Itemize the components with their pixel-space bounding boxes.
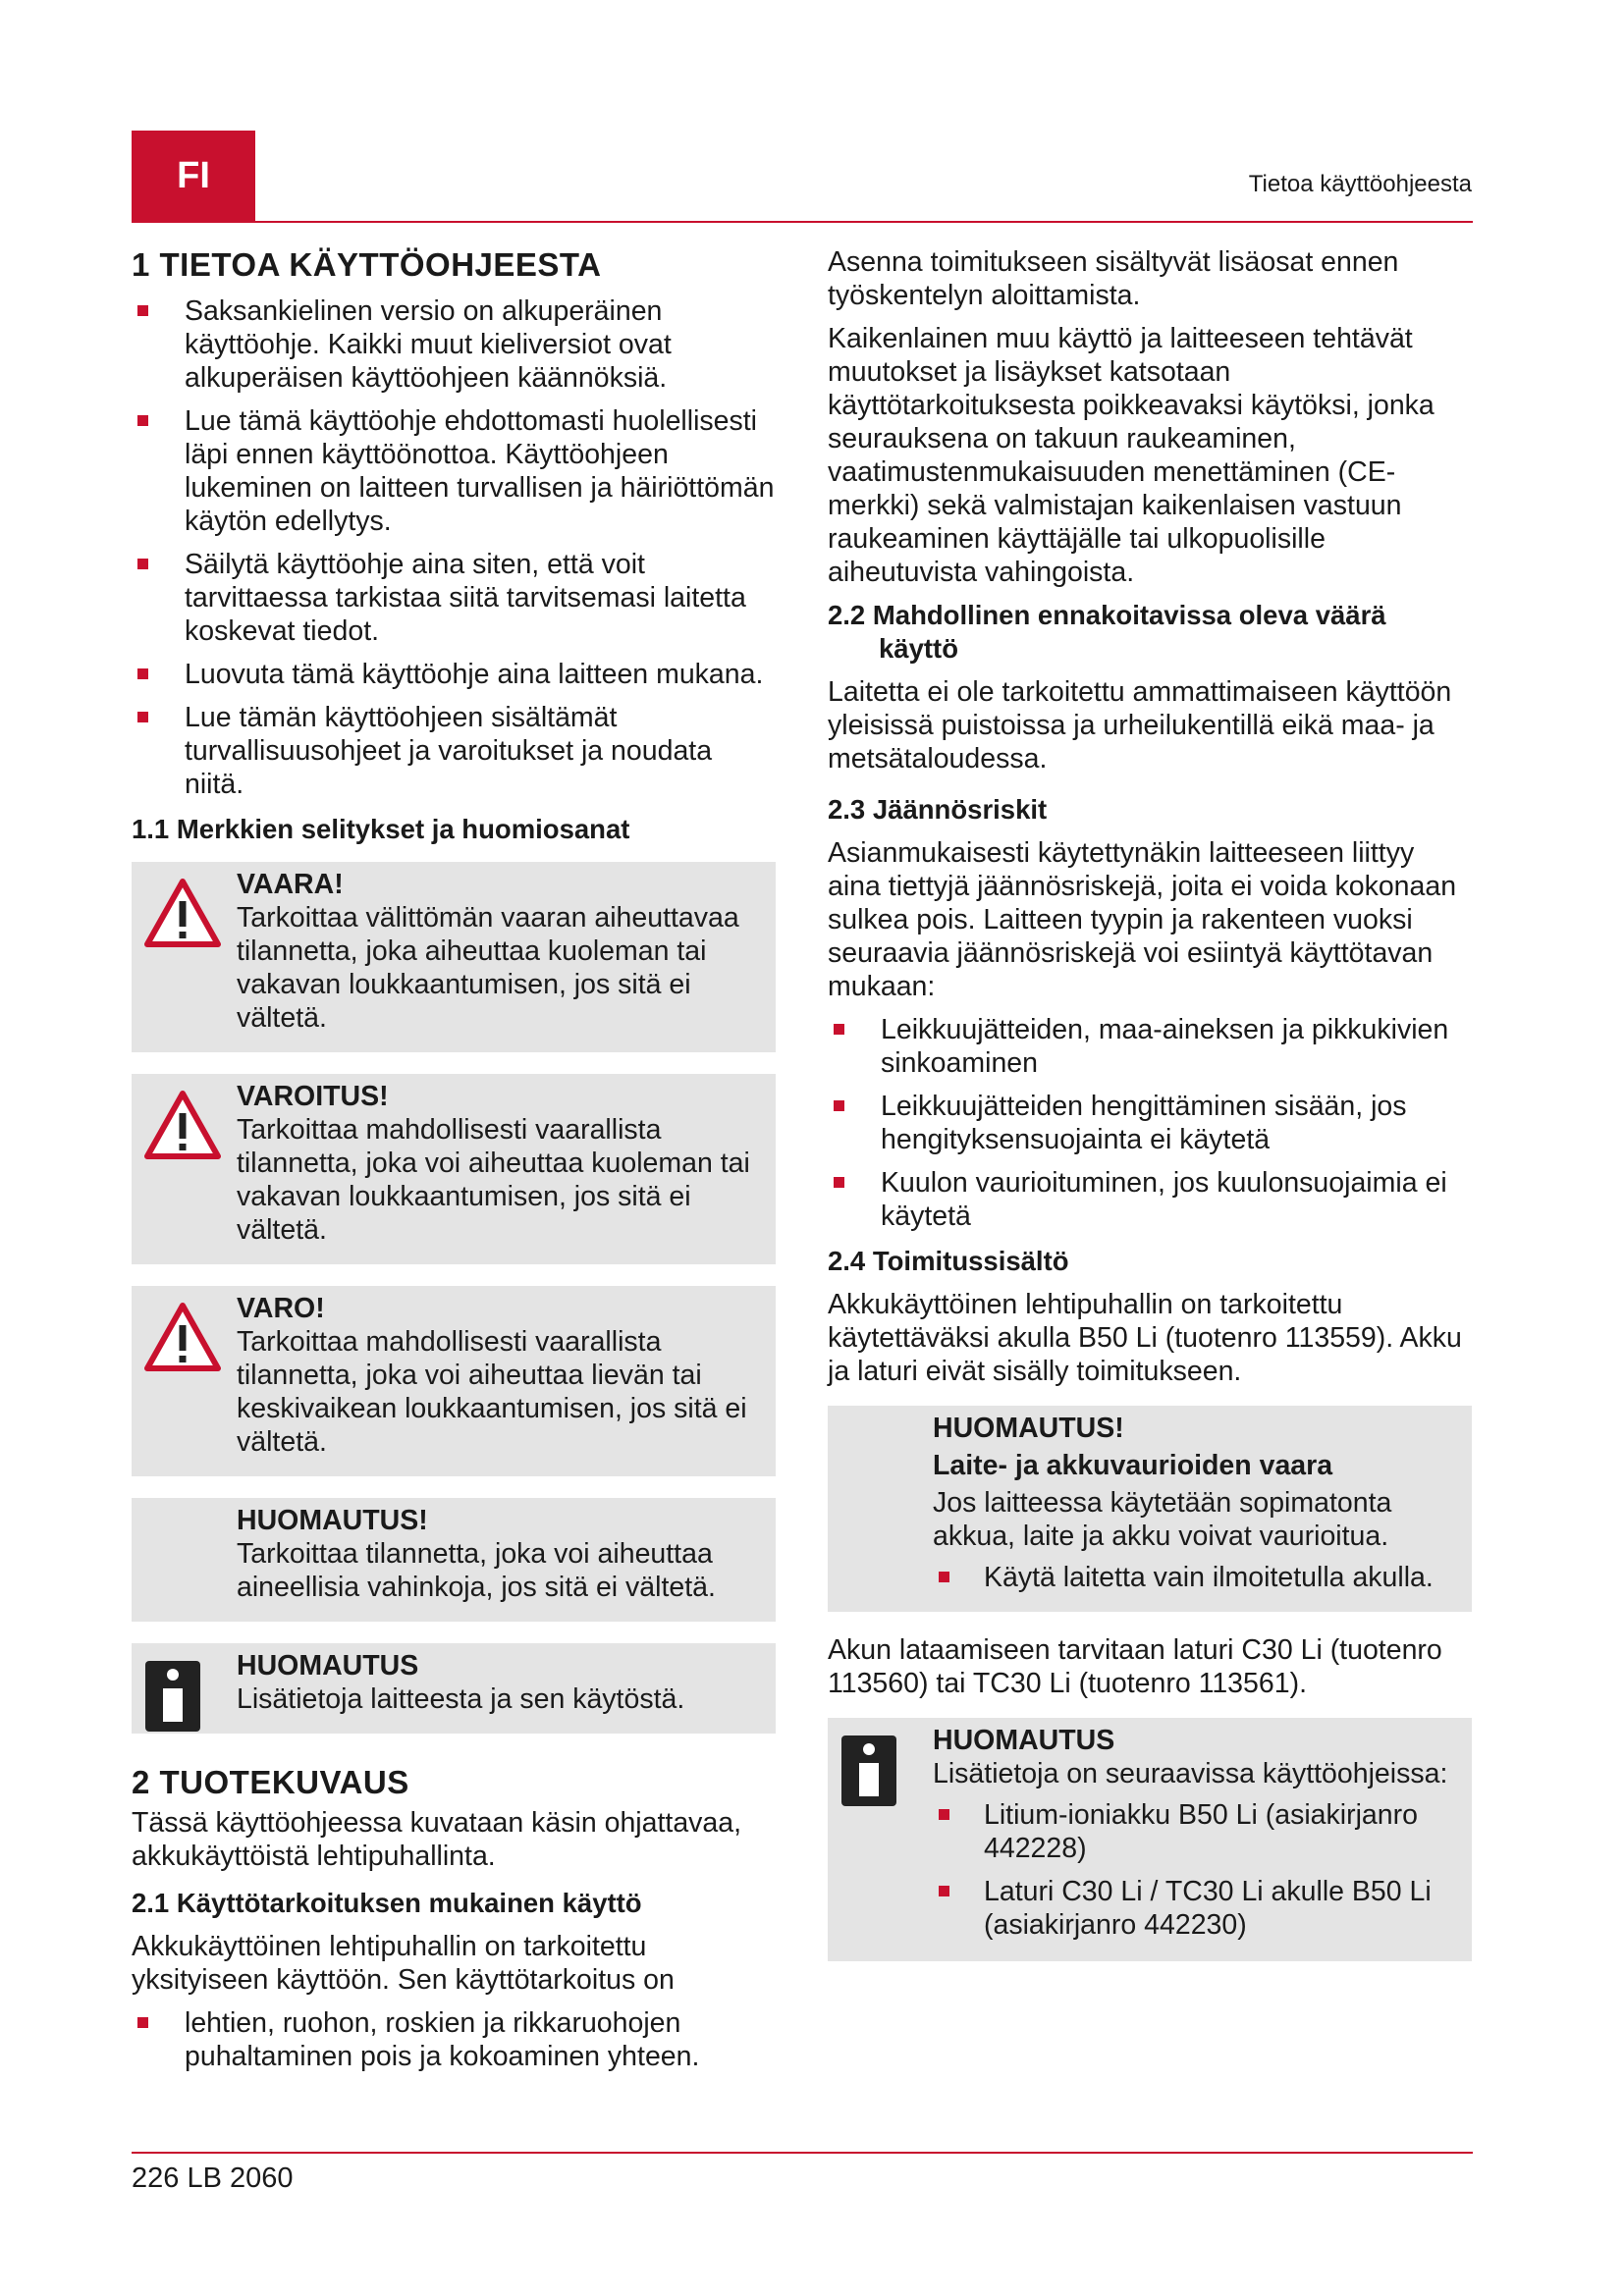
section-2-1-list (132, 2006, 776, 2073)
paragraph: Kaikenlainen muu käyttö ja laitteeseen tehtävät muutokset ja lisäykset katsotaan käyttötarkoituksesta poikkeavaksi käytöksi, jonka seurauksena on takuun raukeaminen, vaatimustenmukaisuuden menettäminen (CE-merkki) sekä valmistajan kaikenlaisen vastuun raukeaminen käyttäjälle tai ulkopuolisille aiheutuvista vahingoista. (828, 323, 1435, 588)
footer-divider (132, 2152, 1473, 2154)
list-item: Kuulon vaurioituminen, jos kuulonsuojaimia ei käytetä (828, 1166, 1472, 1233)
box-title: HUOMAUTUS! (933, 1413, 1124, 1444)
box-text: Tarkoittaa mahdollisesti vaarallista tilannetta, joka voi aiheuttaa lievän tai keskivaikean loukkaantumisen, jos sitä ei vältetä. (237, 1326, 747, 1458)
box-text: Tarkoittaa välittömän vaaran aiheuttavaa tilannetta, joka aiheuttaa kuoleman tai vakavan loukkaantumisen, jos sitä ei vältetä. (237, 902, 739, 1034)
box-title: VAARA! (237, 869, 344, 900)
section-2-2-heading: 2.2 Mahdollinen ennakoitavissa oleva väärä käyttö (828, 600, 1386, 664)
box-text: Lisätietoja laitteesta ja sen käytöstä. (237, 1683, 685, 1715)
section-1-1-heading: 1.1 Merkkien selitykset ja huomiosanat (132, 814, 630, 844)
box-title: VAROITUS! (237, 1081, 389, 1112)
box-list (933, 1561, 1462, 1594)
warning-box (132, 1074, 776, 1264)
section-2-3-text: Asianmukaisesti käytettynäkin laitteeseen liittyy aina tiettyjä jäännösriskejä, joita ei voida kokonaan sulkea pois. Laitteen tyypin ja rakenteen vuoksi seuraavia jäännösriskejä voi esiintyä käyttötavan mukaan: (828, 837, 1457, 1002)
charger-text: Akun lataamiseen tarvitaan laturi C30 Li (tuotenro 113560) tai TC30 Li (tuotenro 113561). (828, 1634, 1442, 1699)
section-2-1-heading: 2.1 Käyttötarkoituksen mukainen käyttö (132, 1888, 642, 1918)
paragraph: Asenna toimitukseen sisältyvät lisäosat ennen työskentelyn aloittamista. (828, 246, 1399, 311)
list-item: Lue tämä käyttöohje ehdottomasti huolellisesti läpi ennen käyttöönottoa. Käyttöohjeen lukeminen on laitteen turvallisen ja häiriöttömän käytön edellytys. (132, 404, 776, 538)
box-title: HUOMAUTUS! (237, 1505, 428, 1536)
box-title: HUOMAUTUS (237, 1650, 419, 1682)
left-column (132, 245, 776, 2085)
info-icon (145, 1661, 200, 1732)
list-item: lehtien, ruohon, roskien ja rikkaruohojen puhaltaminen pois ja kokoaminen yhteen. (132, 2006, 776, 2073)
warning-triangle-icon (143, 878, 222, 948)
section-2-text: Tässä käyttöohjeessa kuvataan käsin ohjattavaa, akkukäyttöistä lehtipuhallinta. (132, 1807, 742, 1872)
right-column (828, 245, 1472, 1983)
section-2-1-text: Akkukäyttöinen lehtipuhallin on tarkoitettu yksityiseen käyttöön. Sen käyttötarkoitus on (132, 1931, 675, 1996)
section-2-4-text: Akkukäyttöinen lehtipuhallin on tarkoitettu käytettäväksi akulla B50 Li (tuotenro 113559). Akku ja laturi eivät sisälly toimitukseen. (828, 1289, 1462, 1387)
info-box (828, 1718, 1472, 1961)
section-1-list (132, 294, 776, 801)
box-list (933, 1798, 1462, 1942)
notice-box (132, 1498, 776, 1622)
list-item: Leikkuujätteiden hengittäminen sisään, jos hengityksensuojainta ei käytetä (828, 1090, 1472, 1156)
box-text: Jos laitteessa käytetään sopimatonta akkua, laite ja akku voivat vaurioitua. (933, 1487, 1392, 1552)
info-box (132, 1643, 776, 1734)
warning-triangle-icon (143, 1302, 222, 1372)
list-item: Leikkuujätteiden, maa-aineksen ja pikkukivien sinkoaminen (828, 1013, 1472, 1080)
danger-box (132, 862, 776, 1052)
list-item: Käytä laitetta vain ilmoitetulla akulla. (933, 1561, 1462, 1594)
section-2-4-heading: 2.4 Toimitussisältö (828, 1246, 1069, 1276)
section-2-3-heading: 2.3 Jäännösriskit (828, 794, 1048, 825)
page-number: 226 LB 2060 (132, 2163, 294, 2194)
box-text: Tarkoittaa tilannetta, joka voi aiheuttaa aineellisia vahinkoja, jos sitä ei vältetä. (237, 1538, 716, 1603)
list-item: Säilytä käyttöohje aina siten, että voit tarvittaessa tarkistaa siitä tarvitsemasi laitetta koskevat tiedot. (132, 548, 776, 648)
battery-notice-box (828, 1406, 1472, 1612)
info-icon (841, 1735, 896, 1806)
list-item: Litium-ioniakku B50 Li (asiakirjanro 442228) (933, 1798, 1462, 1865)
header-divider (132, 221, 1473, 223)
list-item: Laturi C30 Li / TC30 Li akulle B50 Li (asiakirjanro 442230) (933, 1875, 1462, 1942)
list-item: Luovuta tämä käyttöohje aina laitteen mukana. (132, 658, 776, 691)
list-item: Lue tämän käyttöohjeen sisältämät turvallisuusohjeet ja varoitukset ja noudata niitä. (132, 701, 776, 801)
box-text: Tarkoittaa mahdollisesti vaarallista tilannetta, joka voi aiheuttaa kuoleman tai vakavan loukkaantumisen, jos sitä ei vältetä. (237, 1114, 750, 1246)
box-title: VARO! (237, 1293, 325, 1324)
section-2-heading: 2 TUOTEKUVAUS (132, 1764, 409, 1800)
section-1-heading: 1 TIETOA KÄYTTÖOHJEESTA (132, 246, 602, 283)
box-text: Lisätietoja on seuraavissa käyttöohjeissa: (933, 1758, 1448, 1789)
section-2-3-list (828, 1013, 1472, 1233)
warning-triangle-icon (143, 1090, 222, 1160)
box-subtitle: Laite- ja akkuvaurioiden vaara (933, 1450, 1333, 1481)
section-2-2-text: Laitetta ei ole tarkoitettu ammattimaiseen käyttöön yleisissä puistoissa ja urheilukentillä eikä maa- ja metsätaloudessa. (828, 676, 1452, 774)
list-item: Saksankielinen versio on alkuperäinen käyttöohje. Kaikki muut kieliversiot ovat alkuperäisen käyttöohjeen käännöksiä. (132, 294, 776, 395)
language-tab (132, 131, 255, 221)
language-code: FI (177, 154, 210, 196)
box-title: HUOMAUTUS (933, 1725, 1115, 1756)
running-header: Tietoa käyttöohjeesta (1248, 171, 1472, 197)
caution-box (132, 1286, 776, 1476)
